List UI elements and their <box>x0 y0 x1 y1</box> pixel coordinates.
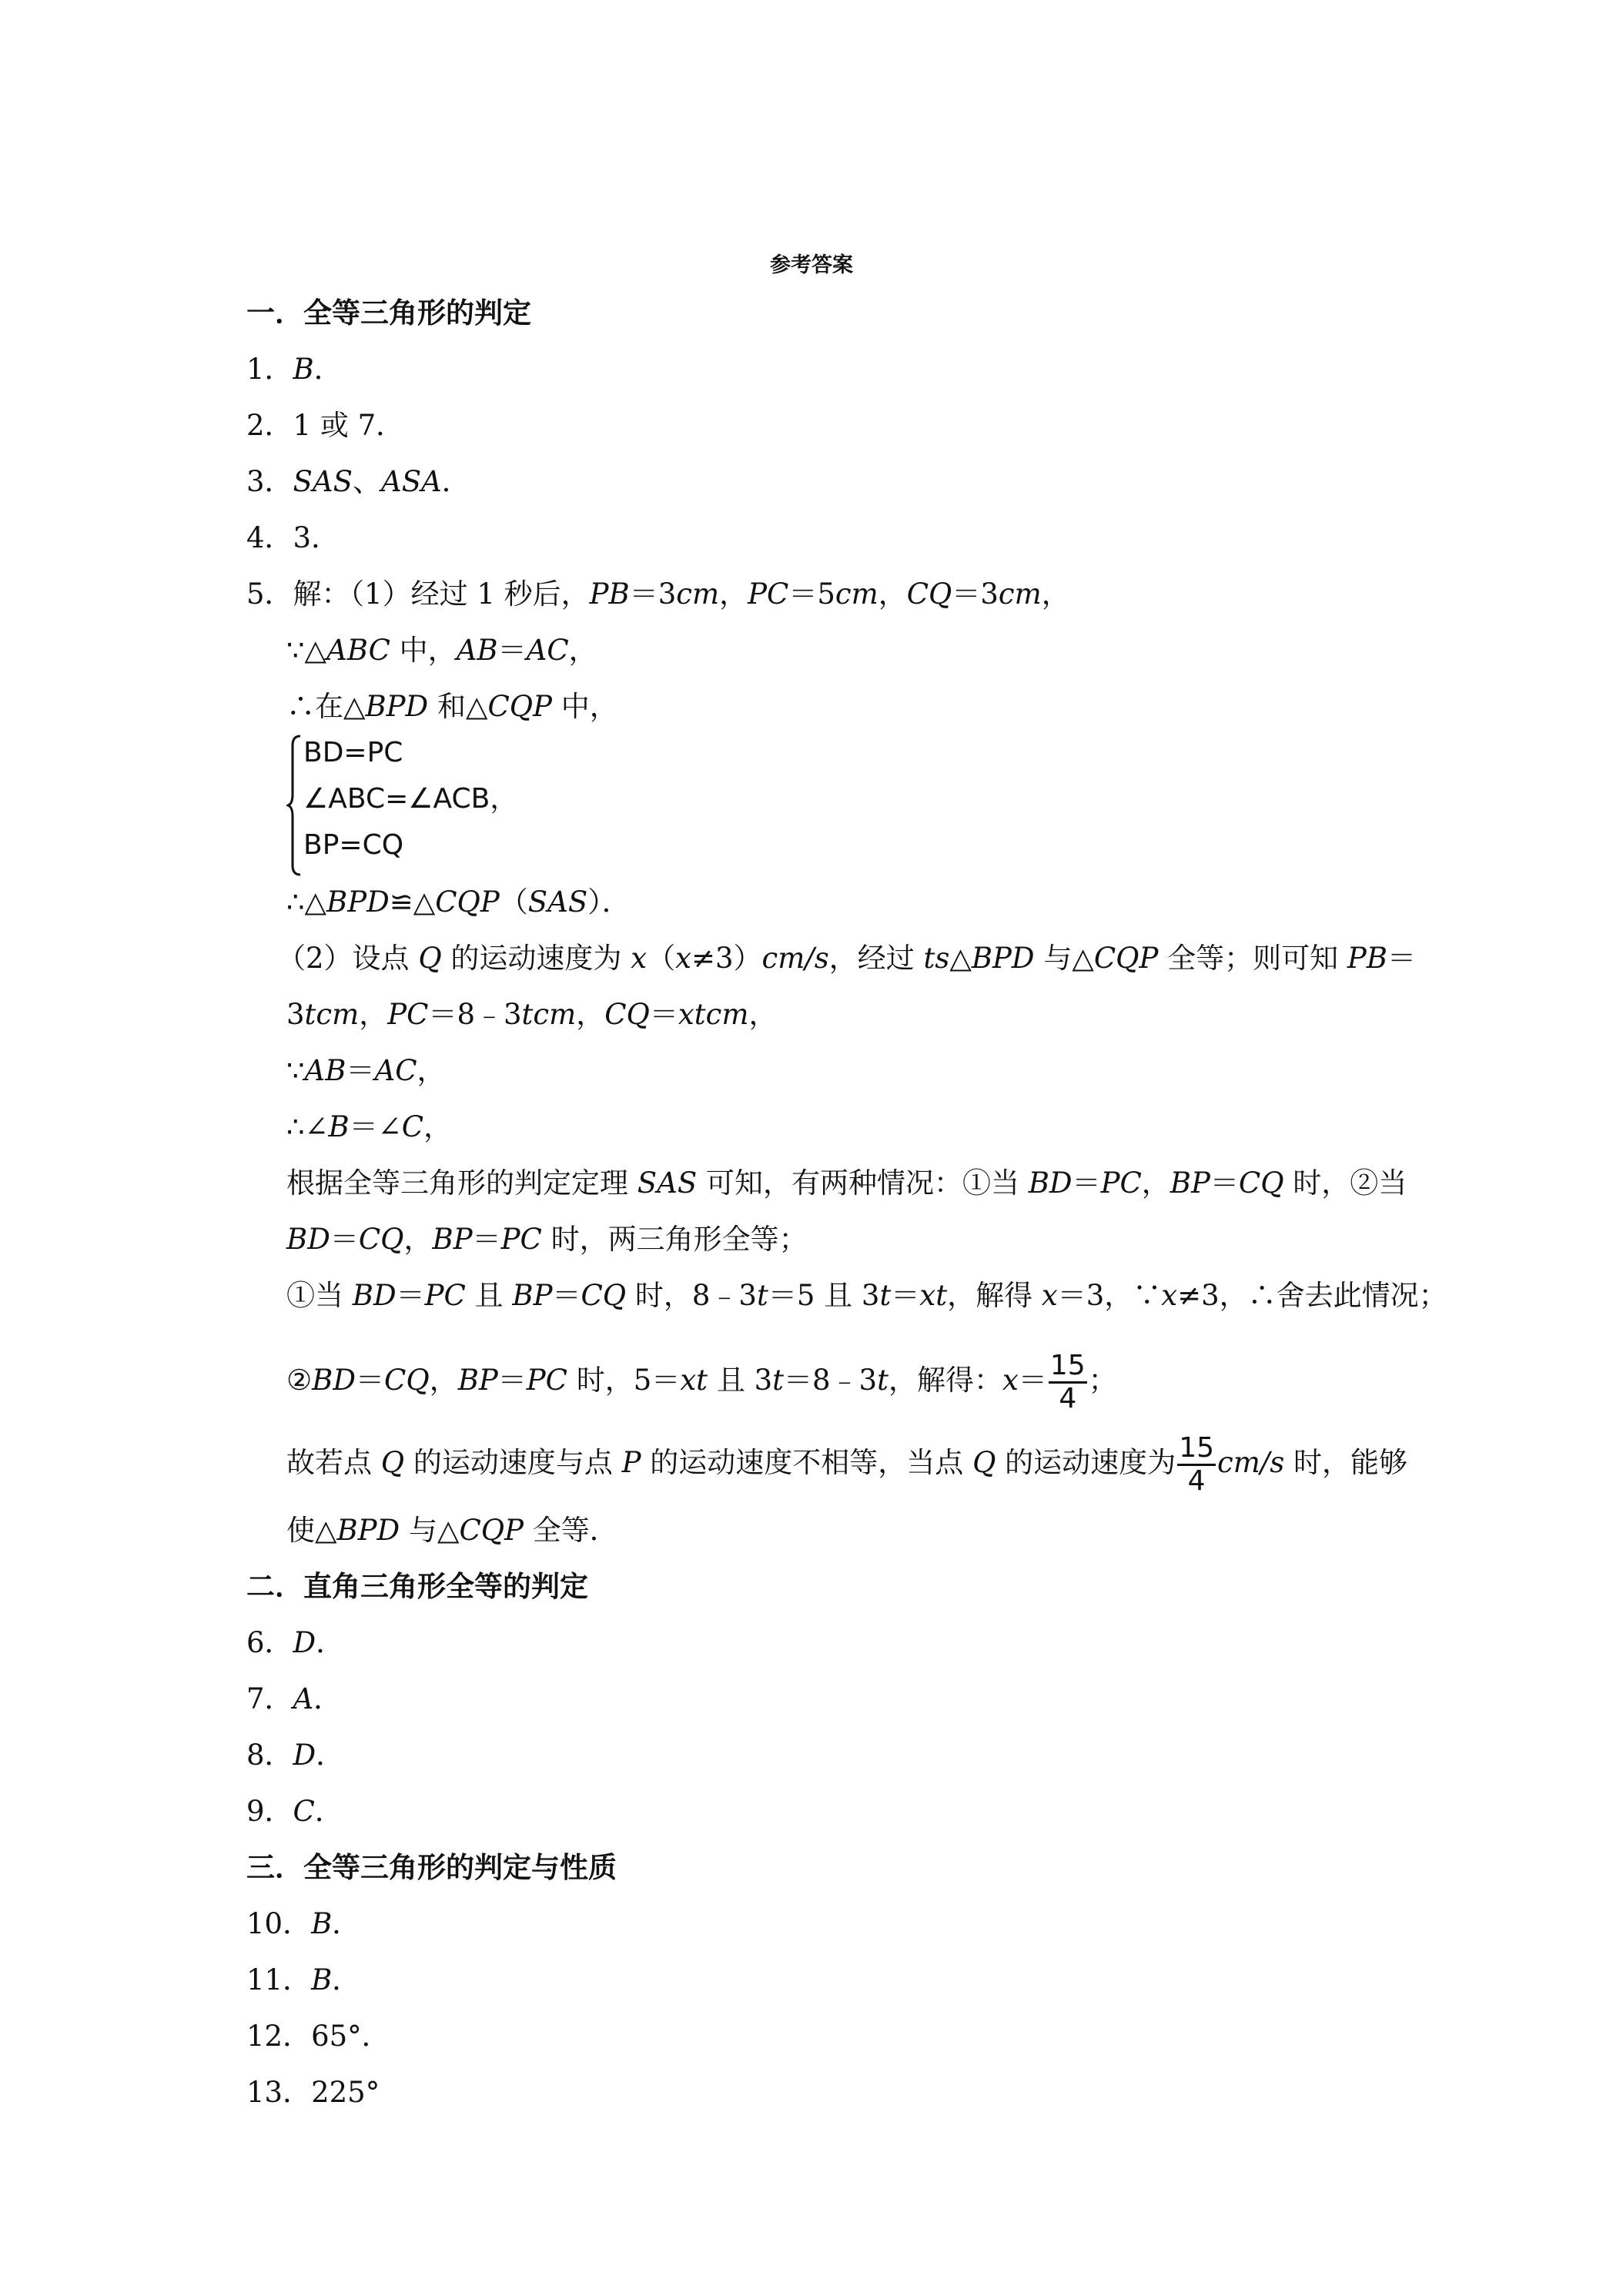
fraction-15-over-4: $\frac{15}{4}$ <box>1049 1350 1086 1414</box>
answer-5-line-5: （2）设点 Q 的运动速度为 x（x≠3）cm/s，经过 ts△BPD 与△CQP 全等；则可知 PB＝ <box>277 942 1416 975</box>
system-row-3: BP=CQ <box>303 829 404 861</box>
answer-5-line-14: 使△BPD 与△CQP 全等． <box>286 1514 618 1547</box>
system-row-2: ∠ABC=∠ACB， <box>303 783 518 815</box>
fraction-speed: $\frac{15}{4}$ <box>1179 1432 1214 1497</box>
system-row-1: BD=PC <box>303 737 403 768</box>
page-title: 参考答案 <box>770 253 853 277</box>
answer-4: 4．3． <box>246 521 340 554</box>
section-heading-1: 一．全等三角形的判定 <box>246 296 531 330</box>
answer-5-line-12: ②BD＝CQ，BP＝PC 时，5＝xt 且 3t＝8﹣3t，解得：x＝ $\frac{15}{4}$ ； <box>286 1350 1117 1414</box>
answer-5-line-2: ∵△ABC 中，AB＝AC， <box>286 634 597 667</box>
answer-5-line-3: ∴在△BPD 和△CQP 中， <box>286 690 618 723</box>
answer-5-line-8: ∴∠B＝∠C， <box>286 1110 453 1143</box>
answer-5-line-11: ①当 BD＝PC 且 BP＝CQ 时，8﹣3t＝5 且 3t＝xt，解得 x＝3，∵x≠3，∴舍去此情况； <box>286 1279 1447 1312</box>
section-heading-3: 三．全等三角形的判定与性质 <box>246 1851 617 1884</box>
answer-5-line-10: BD＝CQ，BP＝PC 时，两三角形全等； <box>286 1223 808 1256</box>
section-heading-2: 二．直角三角形全等的判定 <box>246 1570 588 1603</box>
answer-5-line-7: ∵AB＝AC， <box>286 1054 446 1087</box>
answer-5-line-1: 5．解：（1）经过 1 秒后，PB＝3cm，PC＝5cm，CQ＝3cm， <box>246 577 1070 611</box>
answer-6: 6．D． <box>246 1626 345 1659</box>
answer-7: 7．A． <box>246 1682 343 1715</box>
equation-system <box>286 733 533 878</box>
answer-5-line-4: ∴△BPD≌△CQP（SAS）． <box>286 885 631 919</box>
answer-1: 1．B． <box>246 353 343 386</box>
answer-12: 12．65°． <box>246 2020 390 2053</box>
answer-10: 10．B． <box>246 1907 361 1940</box>
answer-2: 2．1 或 7． <box>246 409 405 442</box>
answer-9: 9．C． <box>246 1795 343 1828</box>
answer-8: 8．D． <box>246 1739 345 1772</box>
left-brace-icon <box>286 733 303 878</box>
answer-5-line-9: 根据全等三角形的判定定理 SAS 可知，有两种情况：①当 BD＝PC，BP＝CQ 时，②当 <box>286 1166 1407 1200</box>
answer-5-line-6: 3tcm，PC＝8﹣3tcm，CQ＝xtcm， <box>286 998 778 1031</box>
answer-5-line-13: 故若点 Q 的运动速度与点 P 的运动速度不相等，当点 Q 的运动速度为 $\frac{15}{4}$ cm/s 时，能够 <box>286 1432 1408 1497</box>
answer-11: 11．B． <box>246 1963 361 1996</box>
answer-3: 3．SAS、ASA． <box>246 465 470 498</box>
answer-13: 13．225° <box>246 2076 380 2109</box>
